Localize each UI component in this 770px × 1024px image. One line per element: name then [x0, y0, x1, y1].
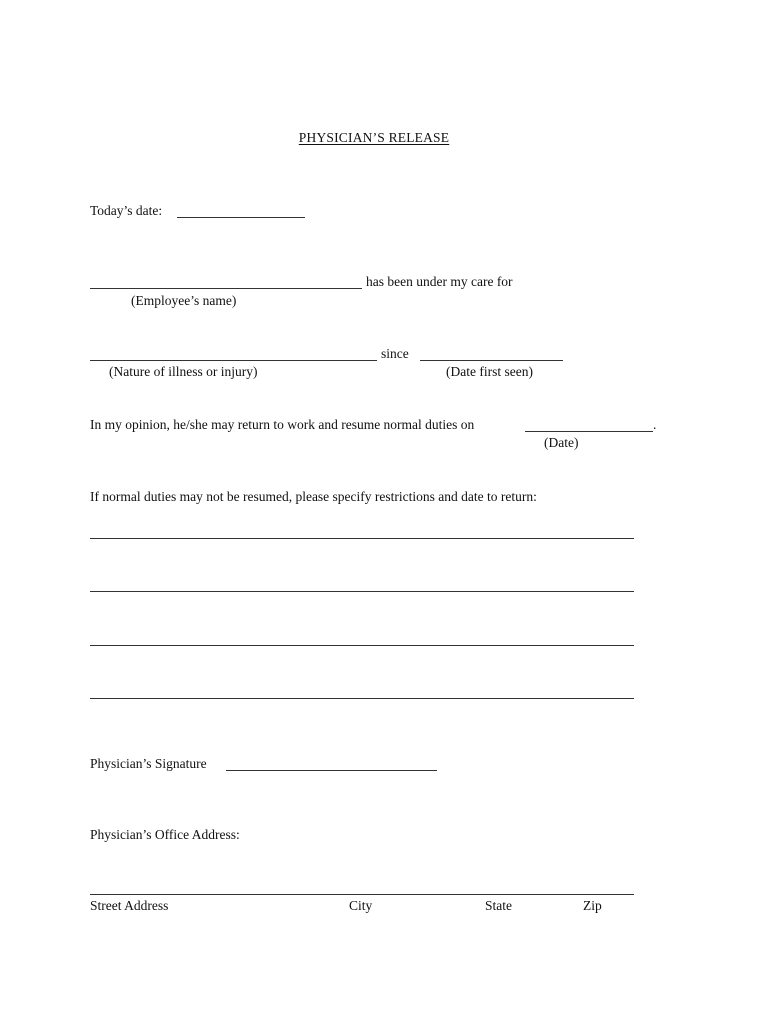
- since-text: since: [381, 346, 409, 361]
- opinion-period: .: [653, 417, 657, 432]
- restrictions-line-1[interactable]: [90, 538, 634, 539]
- care-text: has been under my care for: [366, 274, 513, 289]
- office-address-field[interactable]: [90, 894, 634, 895]
- restrictions-line-2[interactable]: [90, 591, 634, 592]
- nature-of-illness-field[interactable]: [90, 360, 377, 361]
- return-date-caption: (Date): [544, 435, 579, 450]
- signature-field[interactable]: [226, 770, 437, 771]
- todays-date-field[interactable]: [177, 217, 305, 218]
- restrictions-line-4[interactable]: [90, 698, 634, 699]
- signature-label: Physician’s Signature: [90, 756, 207, 771]
- city-caption: City: [349, 898, 373, 913]
- state-caption: State: [485, 898, 512, 913]
- date-first-seen-caption: (Date first seen): [446, 364, 533, 379]
- employee-name-caption: (Employee’s name): [131, 293, 237, 308]
- restrictions-text: If normal duties may not be resumed, please specify restrictions and date to return:: [90, 489, 537, 504]
- office-address-label: Physician’s Office Address:: [90, 827, 240, 842]
- zip-caption: Zip: [583, 898, 602, 913]
- nature-of-illness-caption: (Nature of illness or injury): [109, 364, 258, 379]
- page-title: PHYSICIAN’S RELEASE: [298, 130, 450, 145]
- return-date-field[interactable]: [525, 431, 653, 432]
- date-first-seen-field[interactable]: [420, 360, 563, 361]
- restrictions-line-3[interactable]: [90, 645, 634, 646]
- street-address-caption: Street Address: [90, 898, 169, 913]
- todays-date-label: Today’s date:: [90, 203, 163, 218]
- opinion-text: In my opinion, he/she may return to work and resume normal duties on: [90, 417, 475, 432]
- employee-name-field[interactable]: [90, 288, 362, 289]
